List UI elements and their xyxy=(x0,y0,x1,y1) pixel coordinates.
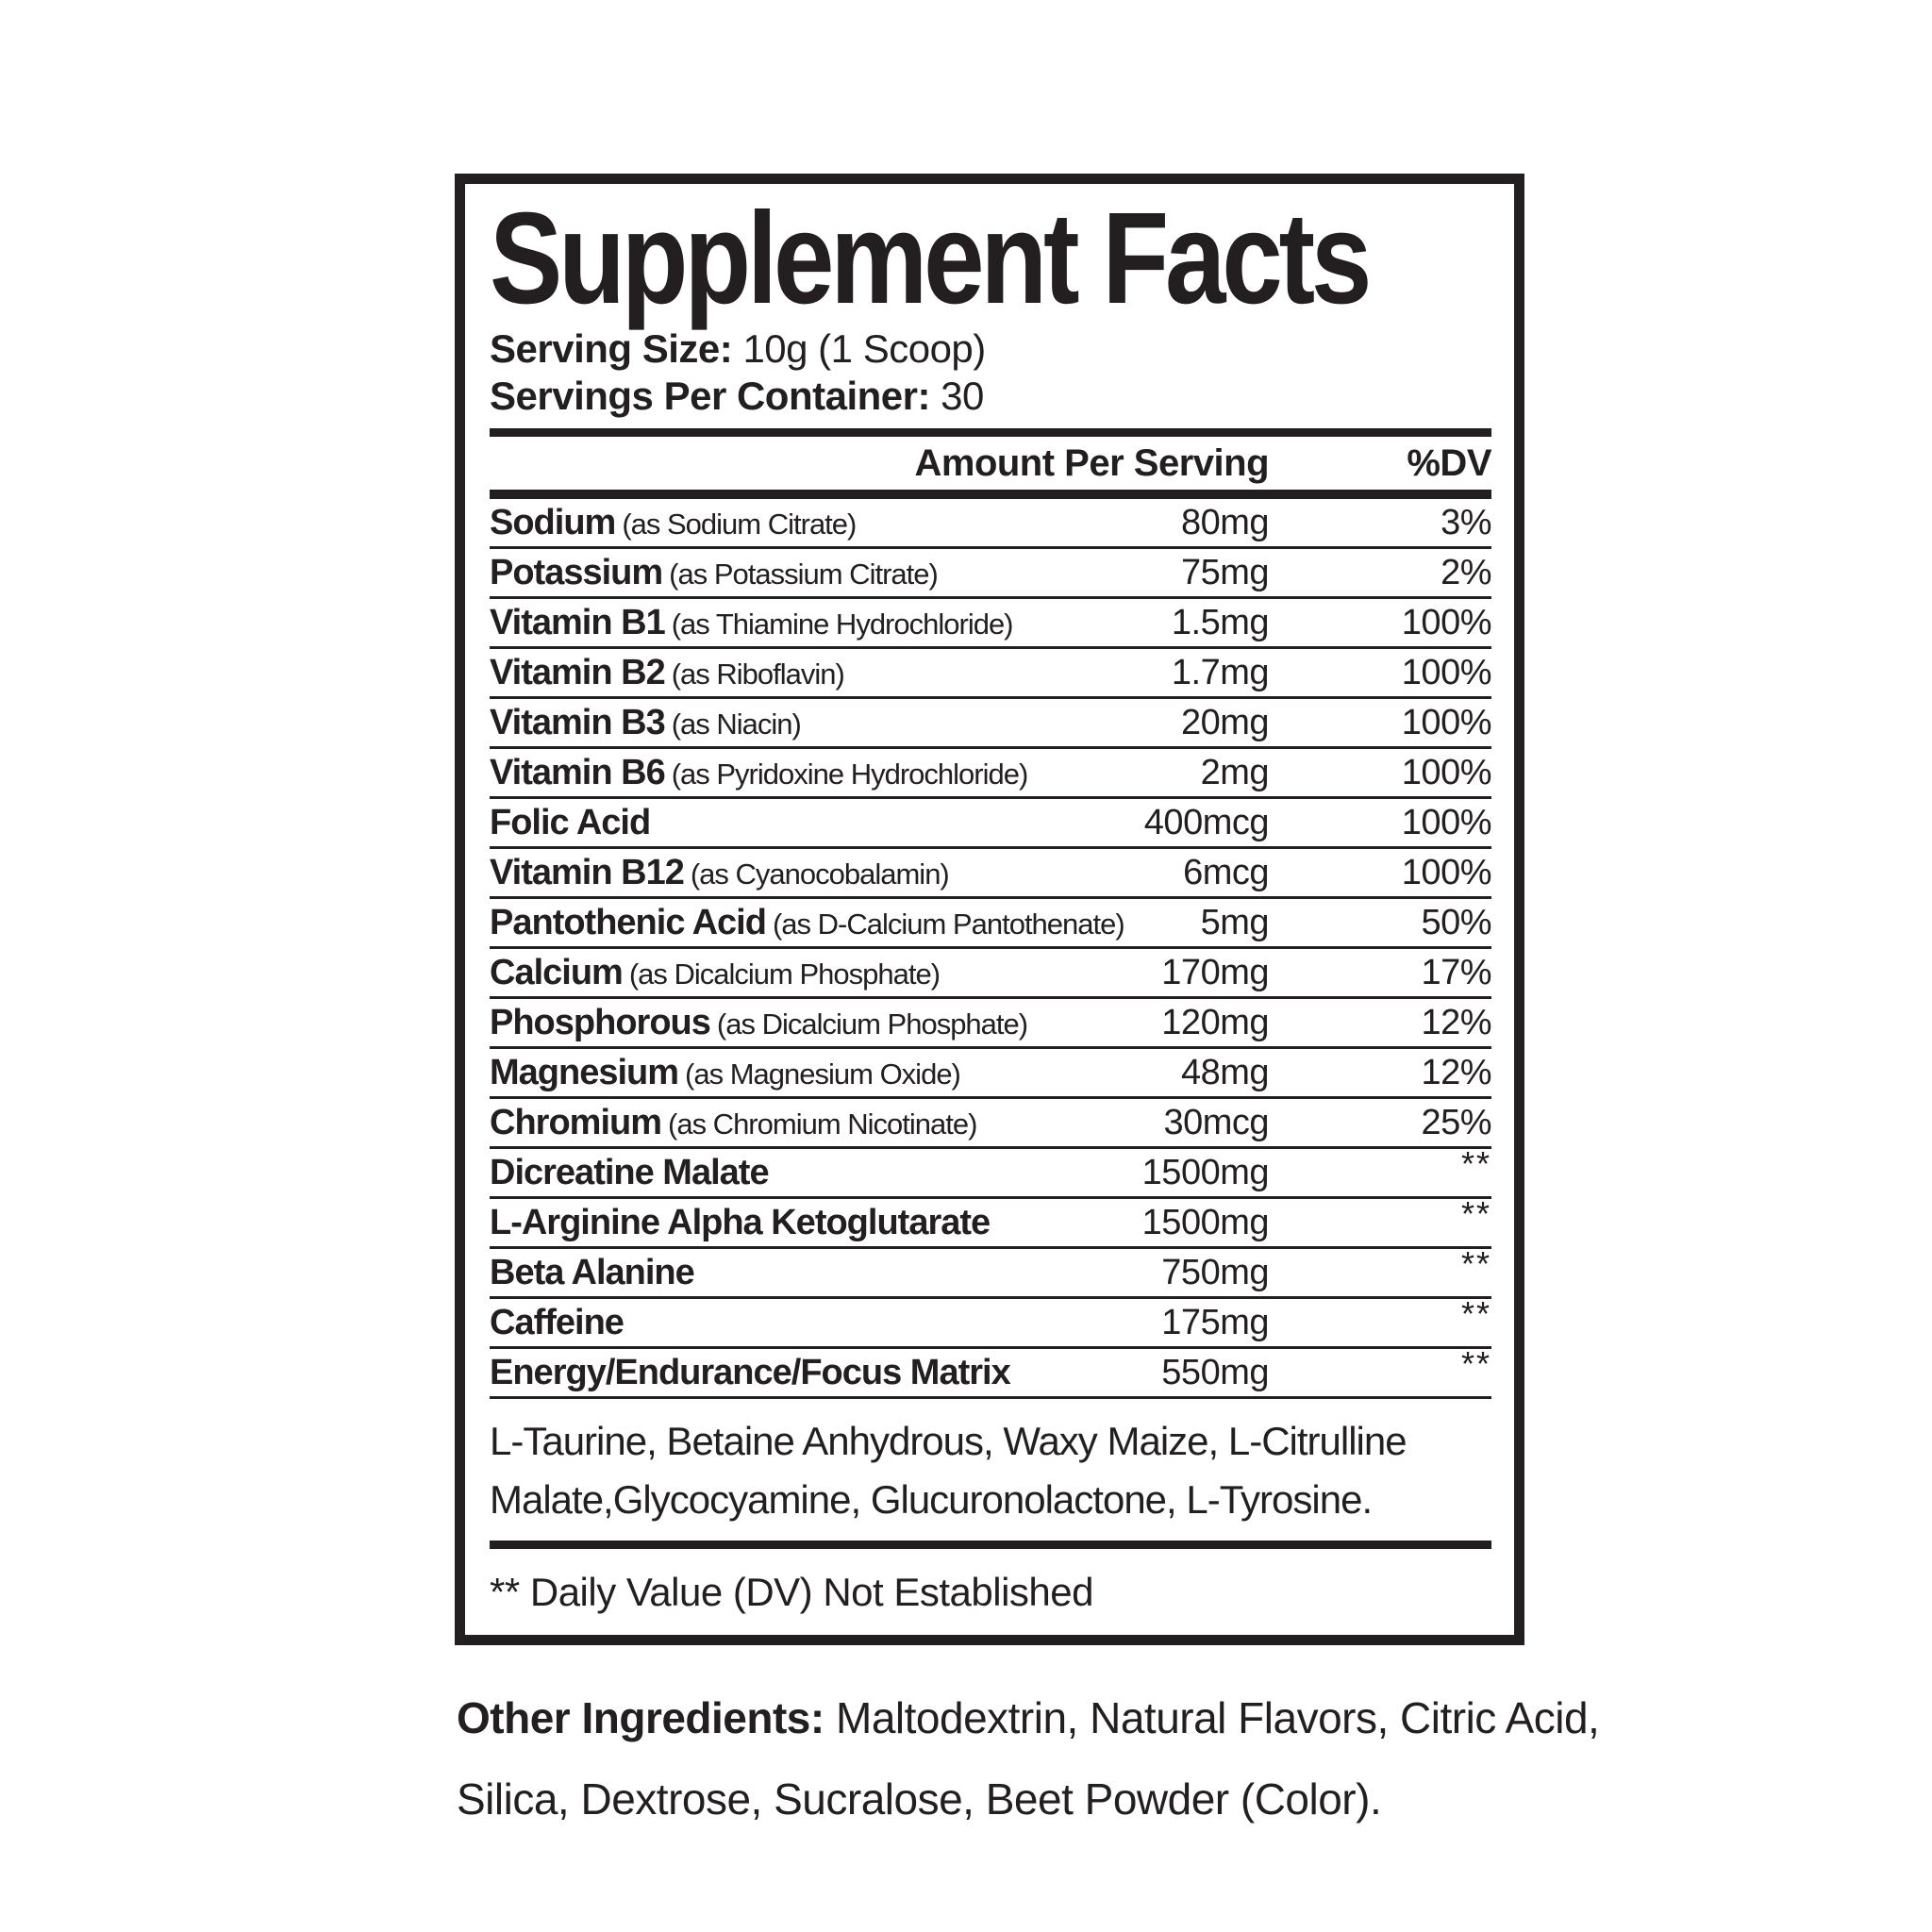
nutrient-name: Vitamin B12 xyxy=(490,852,684,892)
nutrient-name: Caffeine xyxy=(490,1302,624,1342)
dv-column-header: %DV xyxy=(1407,441,1491,484)
matrix-ingredients xyxy=(490,1399,1491,1541)
supplement-facts-panel xyxy=(455,174,1524,1645)
nutrient-dv: 100% xyxy=(1401,602,1491,642)
nutrient-amount: 20mg xyxy=(1180,702,1269,742)
nutrient-dv: 100% xyxy=(1401,652,1491,692)
nutrient-source: (as D-Calcium Pantothenate) xyxy=(772,907,1124,941)
matrix-ingredients-line1: L-Taurine, Betaine Anhydrous, Waxy Maize, L-Citrulline xyxy=(490,1419,1407,1463)
table-row xyxy=(490,699,1491,749)
nutrient-dv: 17% xyxy=(1421,952,1491,992)
nutrient-amount: 120mg xyxy=(1161,1002,1269,1042)
other-ingredients-line2: Silica, Dextrose, Sucralose, Beet Powder (Color). xyxy=(457,1774,1382,1824)
table-row xyxy=(490,799,1491,849)
nutrient-name: Vitamin B2 xyxy=(490,652,665,692)
dv-footnote: ** Daily Value (DV) Not Established xyxy=(490,1570,1094,1614)
table-row xyxy=(490,749,1491,799)
nutrient-name: Dicreatine Malate xyxy=(490,1152,769,1192)
serving-size-line xyxy=(490,325,1491,373)
nutrient-dv: 3% xyxy=(1441,502,1491,542)
nutrient-name: Vitamin B3 xyxy=(490,702,665,742)
nutrient-source: (as Magnesium Oxide) xyxy=(685,1057,960,1091)
nutrient-amount: 400mcg xyxy=(1143,802,1269,842)
table-row xyxy=(490,1049,1491,1099)
other-ingredients-label: Other Ingredients: xyxy=(457,1693,824,1742)
serving-size-label: Serving Size: xyxy=(490,326,733,371)
servings-per-container-label: Servings Per Container: xyxy=(490,374,930,418)
table-row xyxy=(490,599,1491,649)
nutrient-name: Phosphorous xyxy=(490,1002,710,1042)
nutrient-name: Folic Acid xyxy=(490,802,651,842)
nutrient-amount: 80mg xyxy=(1180,502,1269,542)
nutrient-source: (as Thiamine Hydrochloride) xyxy=(671,607,1013,641)
table-header-row xyxy=(490,437,1491,490)
nutrient-dv: 100% xyxy=(1401,702,1491,742)
panel-title: Supplement Facts xyxy=(490,186,1369,331)
servings-per-container-value: 30 xyxy=(941,374,984,418)
table-row xyxy=(490,1099,1491,1149)
servings-per-container-line xyxy=(490,373,1491,420)
amount-column-header: Amount Per Serving xyxy=(914,441,1269,484)
other-ingredients xyxy=(457,1677,1600,1840)
nutrient-amount: 6mcg xyxy=(1183,852,1269,892)
table-row xyxy=(490,849,1491,899)
serving-size-value: 10g (1 Scoop) xyxy=(742,326,986,371)
table-row xyxy=(490,499,1491,549)
nutrient-name: Chromium xyxy=(490,1102,661,1142)
divider-thick xyxy=(490,490,1491,499)
nutrient-name: Pantothenic Acid xyxy=(490,902,766,942)
nutrient-name: Vitamin B6 xyxy=(490,752,665,792)
nutrient-dv: 12% xyxy=(1421,1002,1491,1042)
nutrient-amount: 48mg xyxy=(1180,1052,1269,1092)
nutrient-name: Calcium xyxy=(490,952,623,992)
nutrient-amount: 750mg xyxy=(1161,1252,1269,1292)
nutrient-source: (as Sodium Citrate) xyxy=(622,507,857,541)
nutrient-amount: 5mg xyxy=(1200,902,1269,942)
nutrient-source: (as Potassium Citrate) xyxy=(669,557,938,591)
nutrient-amount: 550mg xyxy=(1161,1352,1269,1392)
nutrient-name: Beta Alanine xyxy=(490,1252,694,1292)
nutrient-dv: 100% xyxy=(1401,802,1491,842)
divider-thick xyxy=(490,428,1491,437)
nutrient-amount: 170mg xyxy=(1161,952,1269,992)
table-row xyxy=(490,1193,1491,1249)
nutrient-source: (as Dicalcium Phosphate) xyxy=(628,957,941,991)
nutrient-dv: 12% xyxy=(1421,1052,1491,1092)
nutrient-source: (as Cyanocobalamin) xyxy=(690,857,949,891)
table-row xyxy=(490,649,1491,699)
table-row xyxy=(490,899,1491,949)
nutrient-dv: ** xyxy=(1460,1243,1491,1283)
table-row xyxy=(490,999,1491,1049)
nutrient-amount: 1500mg xyxy=(1141,1202,1269,1242)
nutrient-name: Vitamin B1 xyxy=(490,602,665,642)
nutrient-source: (as Dicalcium Phosphate) xyxy=(716,1007,1028,1041)
nutrient-amount: 75mg xyxy=(1180,552,1269,592)
other-ingredients-line1 xyxy=(457,1677,1600,1758)
divider-thick xyxy=(490,1541,1491,1549)
nutrient-name: L-Arginine Alpha Ketoglutarate xyxy=(490,1202,991,1242)
nutrient-source: (as Chromium Nicotinate) xyxy=(668,1107,977,1141)
nutrient-dv: 25% xyxy=(1421,1102,1491,1142)
other-ingredients-value1: Maltodextrin, Natural Flavors, Citric Acid, xyxy=(836,1693,1600,1742)
nutrient-name: Sodium xyxy=(490,502,616,542)
nutrient-amount: 1.5mg xyxy=(1171,602,1269,642)
table-row xyxy=(490,949,1491,999)
table-row xyxy=(490,1143,1491,1199)
table-row xyxy=(490,1293,1491,1349)
nutrient-amount: 30mcg xyxy=(1163,1102,1269,1142)
table-row xyxy=(490,549,1491,599)
nutrient-dv: 2% xyxy=(1441,552,1491,592)
nutrient-dv: ** xyxy=(1460,1143,1491,1183)
nutrient-dv: ** xyxy=(1460,1193,1491,1233)
nutrient-amount: 1.7mg xyxy=(1171,652,1269,692)
nutrient-source: (as Niacin) xyxy=(671,707,801,741)
nutrient-name: Magnesium xyxy=(490,1052,679,1092)
nutrient-dv: 100% xyxy=(1401,852,1491,892)
nutrient-amount: 175mg xyxy=(1161,1302,1269,1342)
nutrient-amount: 2mg xyxy=(1200,752,1269,792)
nutrient-name: Energy/Endurance/Focus Matrix xyxy=(490,1352,1010,1392)
nutrient-name: Potassium xyxy=(490,552,663,592)
nutrient-source: (as Riboflavin) xyxy=(671,657,844,691)
table-row xyxy=(490,1343,1491,1399)
nutrient-amount: 1500mg xyxy=(1141,1152,1269,1192)
table-row xyxy=(490,1243,1491,1299)
nutrient-source: (as Pyridoxine Hydrochloride) xyxy=(671,757,1028,791)
matrix-ingredients-line2: Malate,Glycocyamine, Glucuronolactone, L-Tyrosine. xyxy=(490,1477,1373,1522)
nutrient-dv: ** xyxy=(1460,1343,1491,1383)
nutrient-dv: 50% xyxy=(1421,902,1491,942)
nutrient-dv: 100% xyxy=(1401,752,1491,792)
nutrient-dv: ** xyxy=(1460,1293,1491,1333)
